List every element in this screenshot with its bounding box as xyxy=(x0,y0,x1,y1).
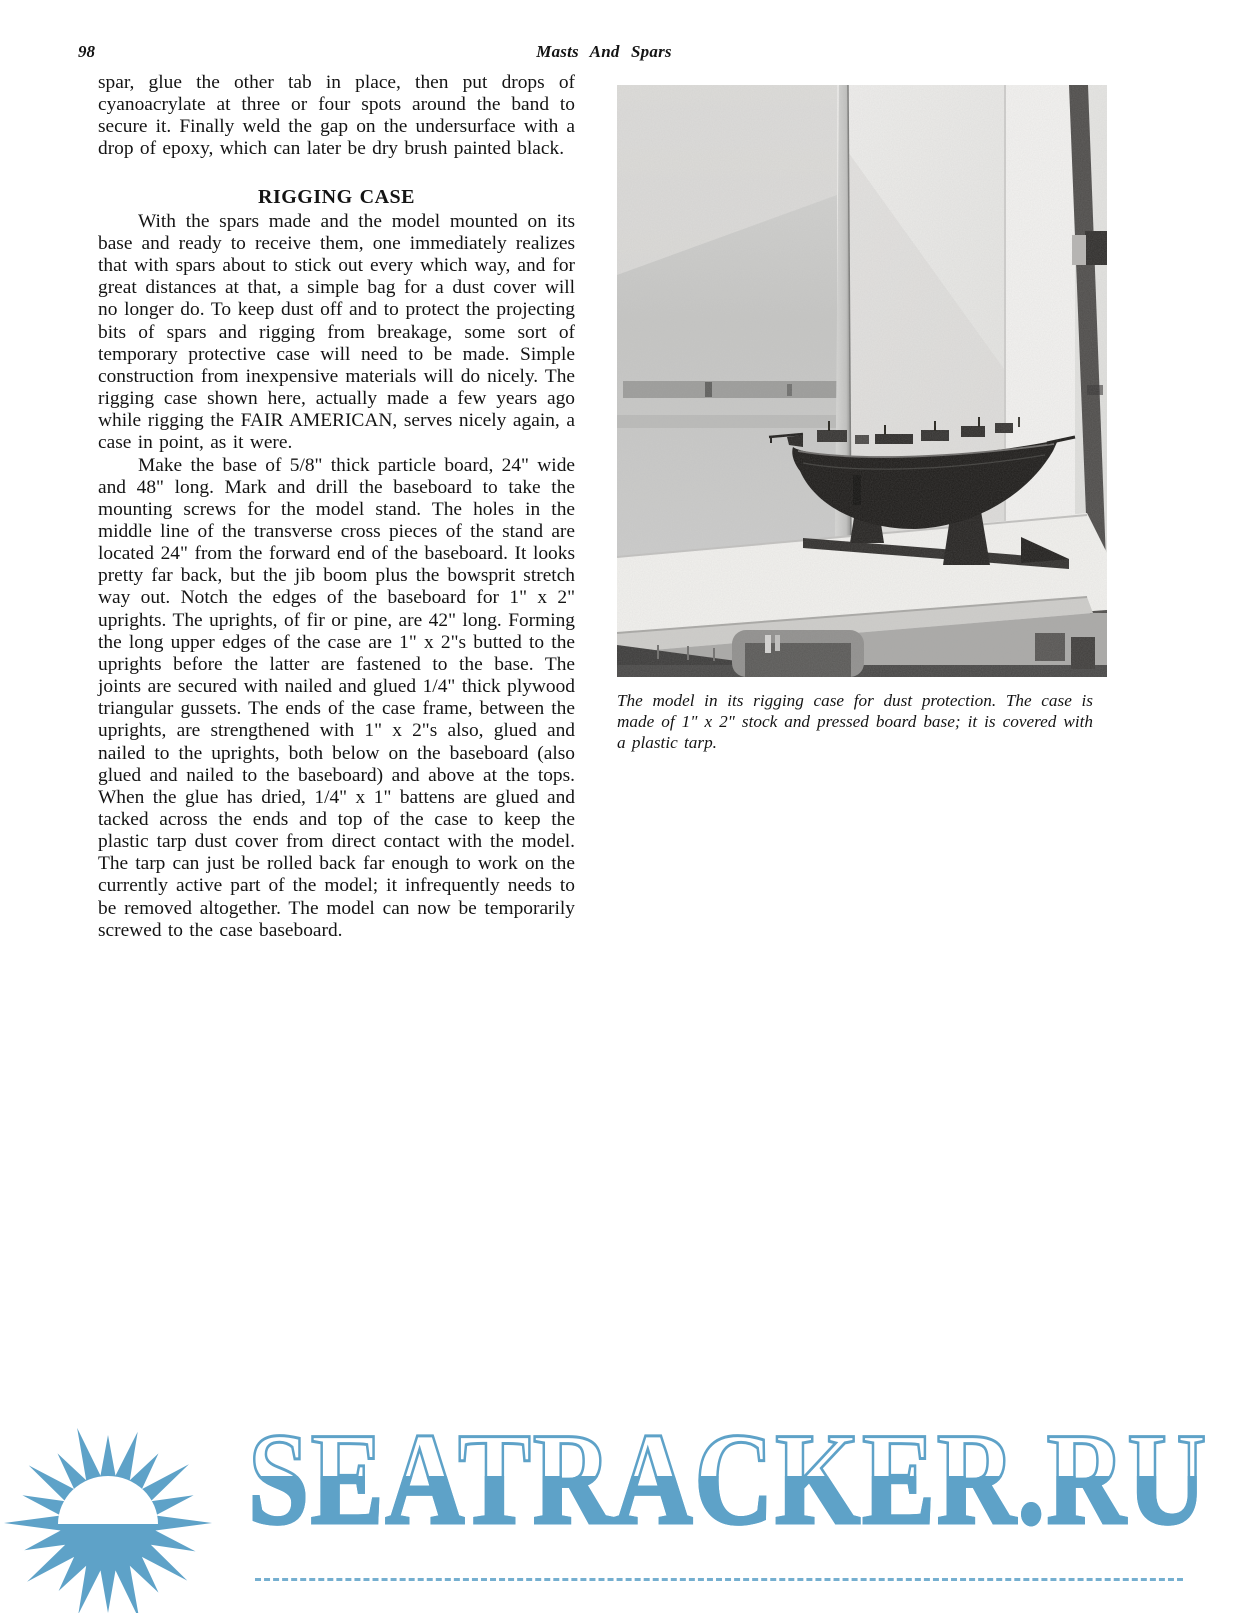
watermark-underline xyxy=(255,1578,1183,1581)
running-head xyxy=(0,40,1238,66)
watermark-text: SEATRACKER.RU xyxy=(248,1403,1208,1555)
section-heading-rigging-case: RIGGING CASE xyxy=(258,185,415,208)
text-column xyxy=(98,72,575,942)
figure-photo xyxy=(617,85,1107,677)
watermark xyxy=(0,1395,1238,1613)
ship-model-photo-illustration xyxy=(617,85,1107,677)
sun-logo-icon xyxy=(0,1423,218,1613)
page-number: 98 xyxy=(78,42,95,61)
running-title: Masts And Spars xyxy=(536,42,672,61)
paragraph-rigging-case-intro: With the spars made and the model mounted on its base and ready to receive them, one immediately realizes that with spars about to stick out every which way, and for great distances at that, a simple bag for a dust cover will no longer do. To keep dust off and to protect the projecting bits of spars and rigging from breakage, some sort of temporary protective case will need to be made. Simple construction from inexpensive materials will do nicely. The rigging case shown here, actually made a few years ago while rigging the FAIR AMERICAN, serves nicely again, a case in point, as it were. xyxy=(98,210,575,454)
figure-caption: The model in its rigging case for dust protection. The case is made of 1" x 2" stock and pressed board base; it is covered with a plastic tarp. xyxy=(617,691,1093,752)
rigging-case-figure xyxy=(617,85,1107,753)
paragraph-continuation: spar, glue the other tab in place, then put drops of cyanoacrylate at three or four spots around the band to secure it. Finally weld the gap on the undersurface with a drop of epoxy, which can later be dry brush painted black. xyxy=(98,72,575,160)
paragraph-case-construction: Make the base of 5/8" thick particle board, 24" wide and 48" long. Mark and drill the baseboard to take the mounting screws for the model stand. The holes in the middle line of the transverse cross pieces of the stand are located 24" from the forward end of the baseboard. It looks pretty far back, but the jib boom plus the bowsprit stretch way out. Notch the edges of the baseboard for 1" x 2" uprights. The uprights, of fir or pine, are 42" long. Forming the long upper edges of the case are 1" x 2"s butted to the uprights before the latter are fastened to the base. The joints are secured with nailed and glued 1/4" thick plywood triangular gussets. The ends of the case frame, between the uprights, are strengthened with 1" x 2"s also, glued and nailed to the uprights, both below on the baseboard (also glued and nailed to the baseboard) and above at the tops. When the glue has dried, 1/4" x 1" battens are glued and tacked across the ends and top of the case to keep the plastic tarp dust cover from direct contact with the model. The tarp can just be rolled back far enough to work on the currently active part of the model; it infrequently needs to be removed altogether. The model can now be temporarily screwed to the case baseboard. xyxy=(98,454,575,941)
